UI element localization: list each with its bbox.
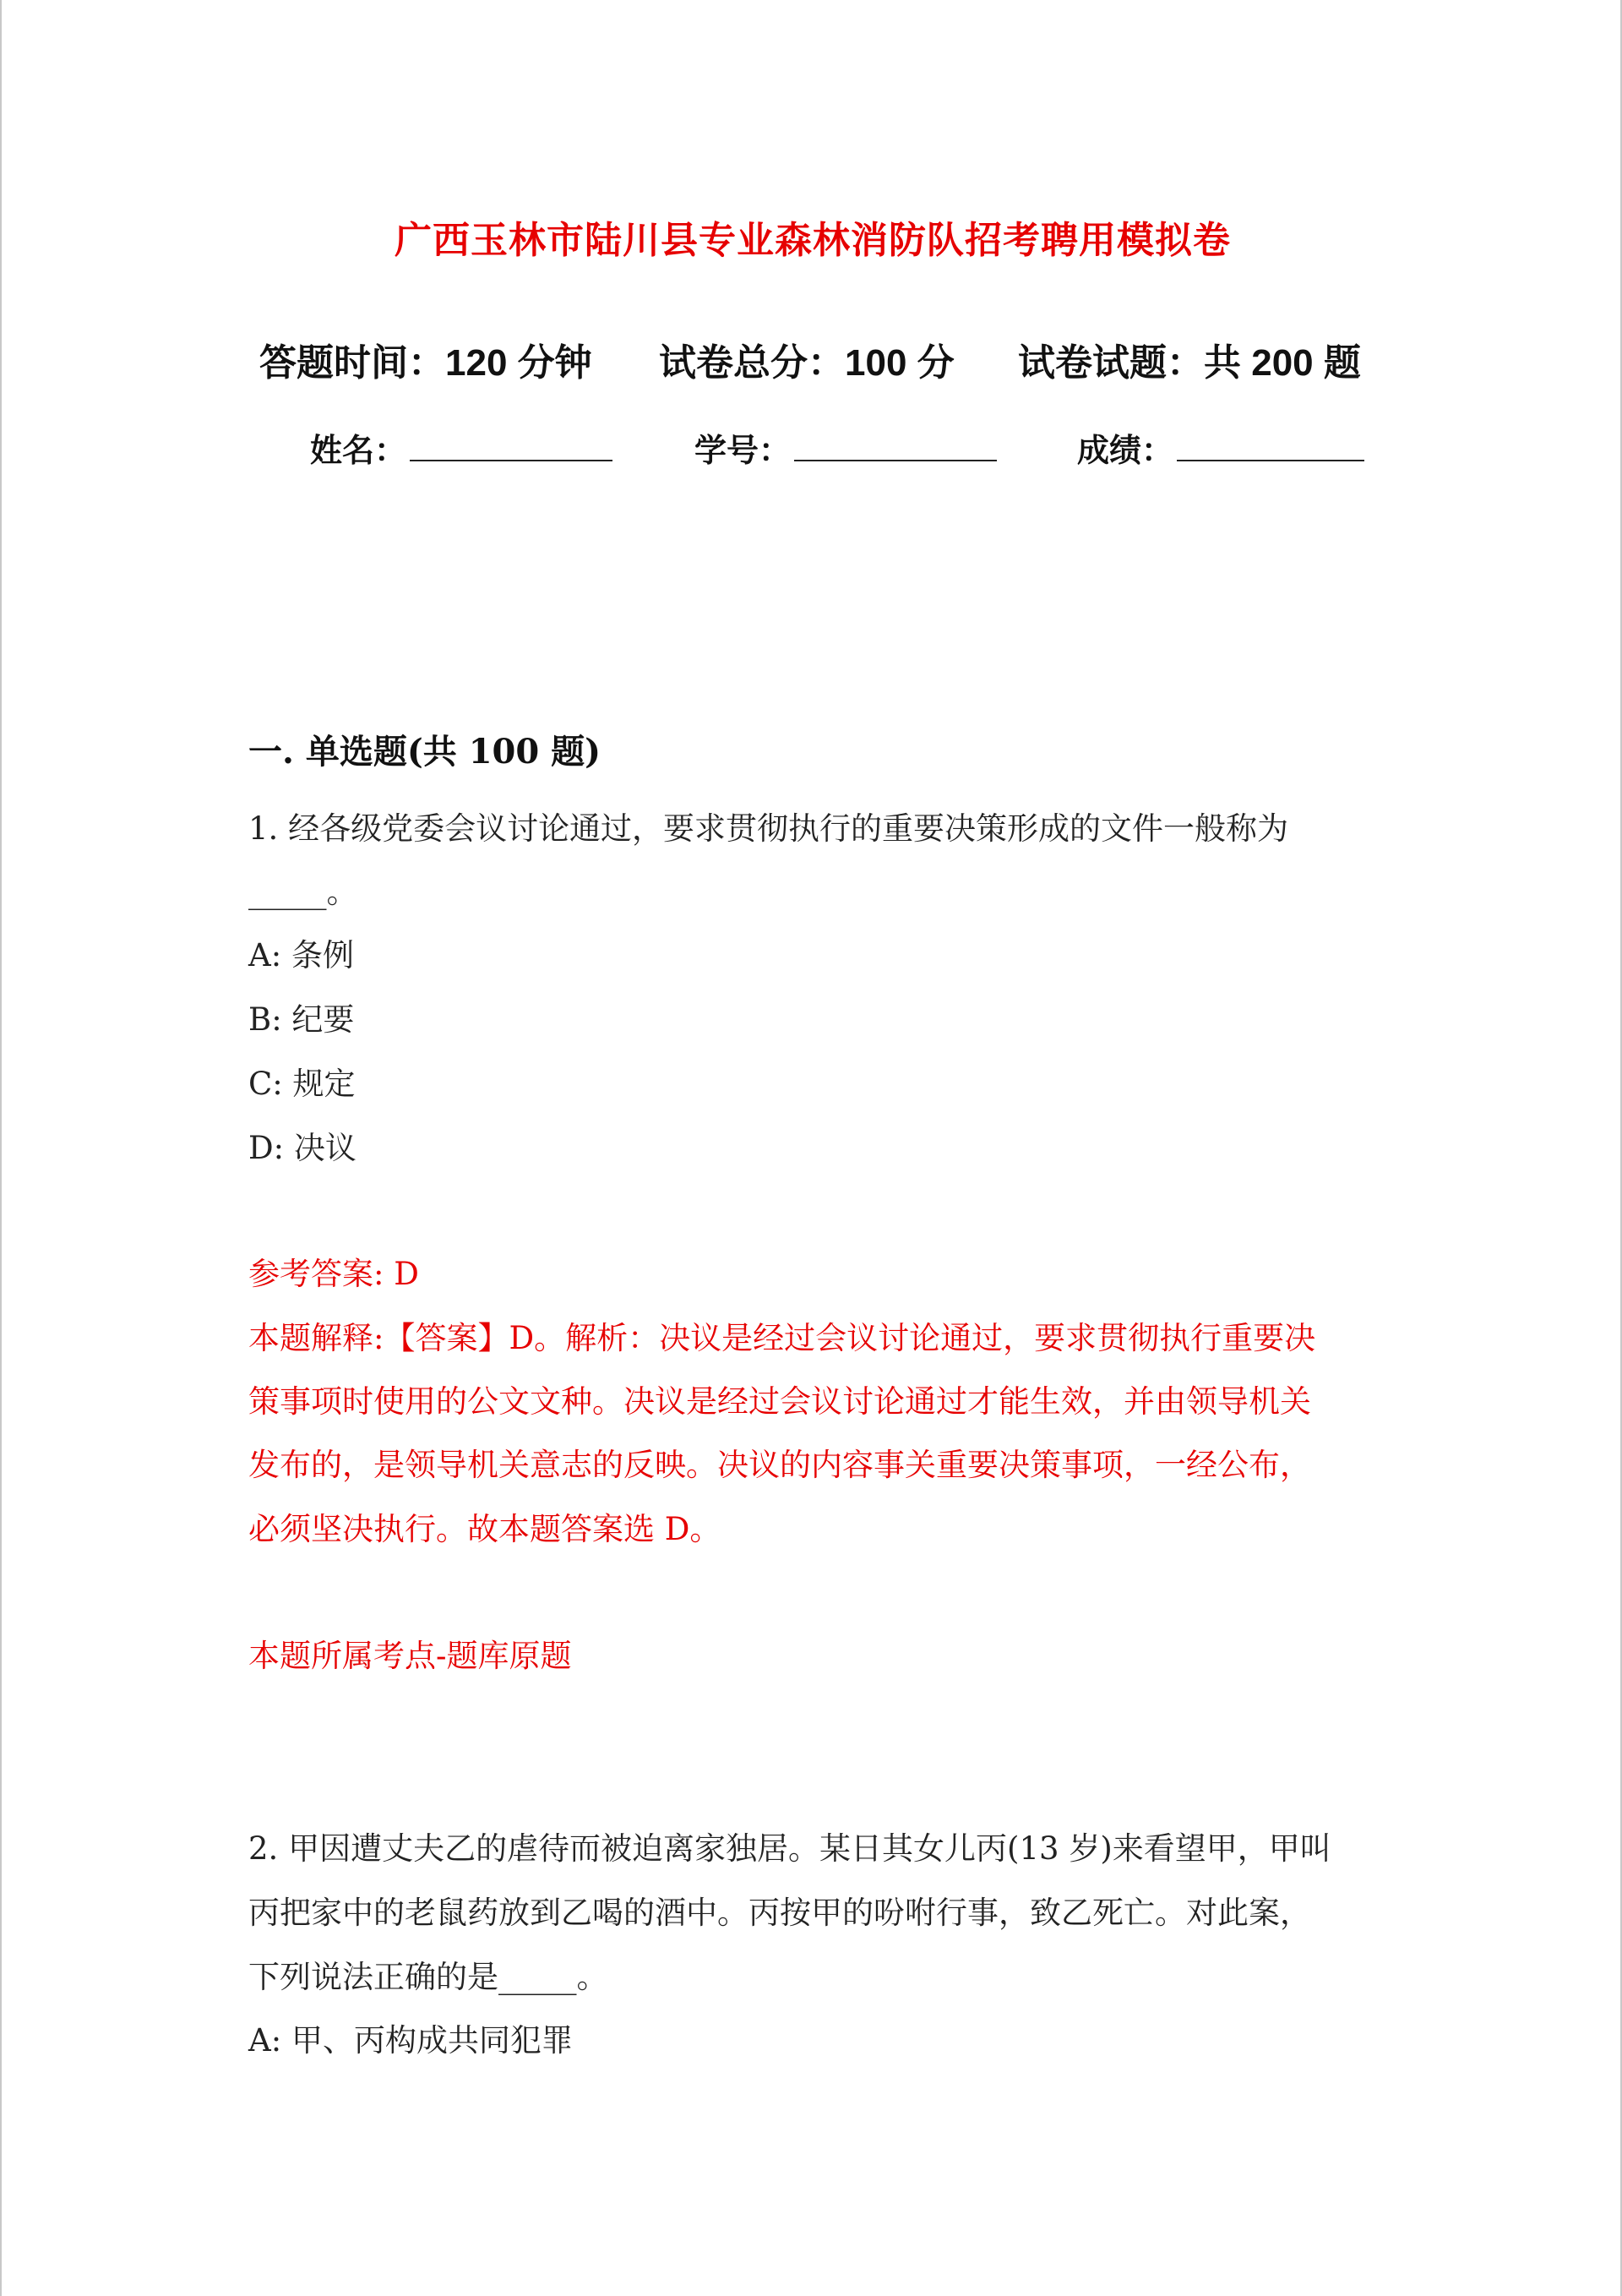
name-field [310,424,612,471]
section-title: 一. 单选题(共 100 题) [248,732,601,772]
question-2-stem-line-3: 下列说法正确的是_____。 [248,1959,608,1995]
question-1-option-c: C: 规定 [248,1066,356,1102]
question-1-answer: 参考答案: D [248,1256,419,1292]
document-title: 广西玉林市陆川县专业森林消防队招考聘用模拟卷 [395,219,1231,262]
question-1-option-b: B: 纪要 [248,1001,355,1038]
name-label: 姓名： [310,434,407,469]
question-1-explanation-line-4: 必须坚决执行。故本题答案选 D。 [248,1511,721,1547]
exam-question-count: 试卷试题：共 200 题 [1018,342,1361,384]
grade-blank [1177,460,1364,461]
grade-label: 成绩： [1077,434,1174,469]
question-2-stem-line-1: 2. 甲因遭丈夫乙的虐待而被迫离家独居。某日其女儿丙(13 岁)来看望甲，甲叫 [248,1830,1331,1867]
student-id-field [694,424,997,471]
question-1-stem-line-2: _____。 [248,874,358,910]
question-1-stem-line-1: 1. 经各级党委会议讨论通过，要求贯彻执行的重要决策形成的文件一般称为 [248,810,1289,847]
grade-field [1077,424,1364,471]
question-1-explanation-line-2: 策事项时使用的公文文种。决议是经过会议讨论通过才能生效，并由领导机关 [248,1383,1311,1420]
question-1-option-a: A: 条例 [248,937,354,973]
exam-duration: 答题时间：120 分钟 [259,342,592,384]
question-1-explanation-line-3: 发布的，是领导机关意志的反映。决议的内容事关重要决策事项，一经公布， [248,1447,1311,1483]
question-1-option-d: D: 决议 [248,1130,357,1166]
question-1-source: 本题所属考点-题库原题 [248,1638,572,1674]
name-blank [410,460,612,461]
question-2-stem-line-2: 丙把家中的老鼠药放到乙喝的酒中。丙按甲的吩咐行事，致乙死亡。对此案， [248,1895,1311,1931]
student-id-label: 学号： [694,434,792,469]
question-1-explanation-line-1: 本题解释:【答案】D。解析：决议是经过会议讨论通过，要求贯彻执行重要决 [248,1320,1316,1356]
exam-total-score: 试卷总分：100 分 [659,342,955,384]
student-id-blank [794,460,997,461]
question-2-option-a: A: 甲、丙构成共同犯罪 [248,2022,573,2059]
